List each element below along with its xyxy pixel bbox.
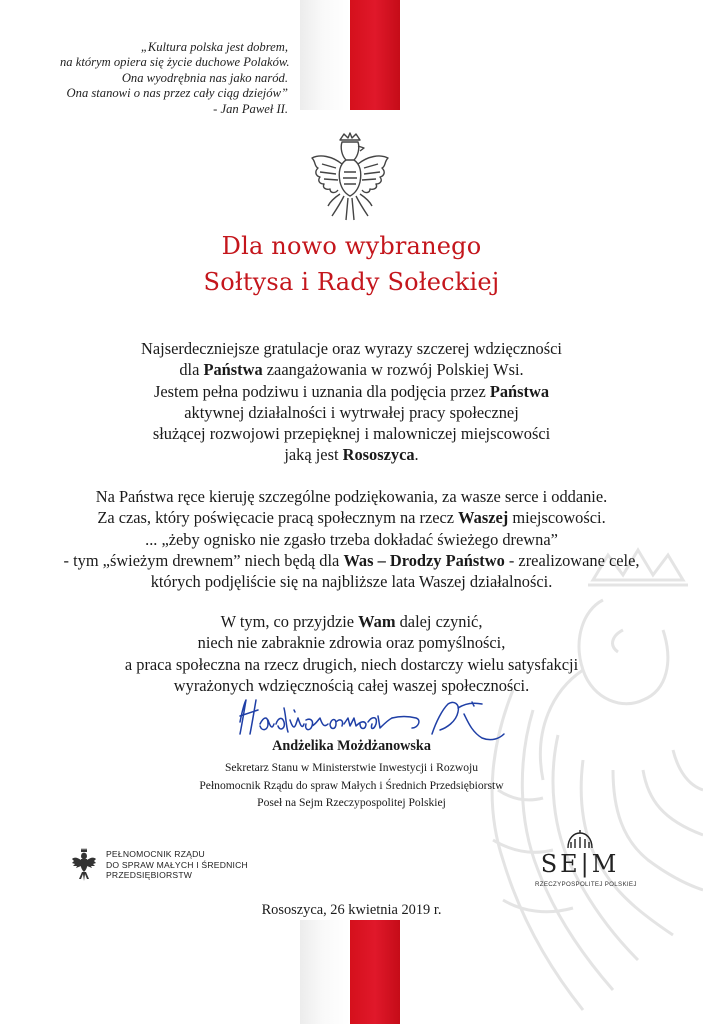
polish-eagle-emblem-icon: [310, 132, 390, 224]
paragraph-line: jaką jest Rososzyca.: [284, 445, 419, 465]
paragraph-wishes: [0, 611, 703, 696]
logo-text-line: PRZEDSIĘBIORSTW: [106, 870, 193, 881]
place-and-date: Rososzyca, 26 kwietnia 2019 r.: [261, 902, 442, 918]
sejm-logo: [535, 828, 637, 892]
flag-bottom: [300, 920, 400, 1024]
sejm-subtitle: RZECZYPOSPOLITEJ POLSKIEJ: [535, 881, 637, 888]
quote-line: na którym opiera się życie duchowe Polaków.: [60, 55, 290, 70]
title-line-1: Dla nowo wybranego: [221, 232, 482, 260]
paragraph-line: W tym, co przyjdzie Wam dalej czynić,: [220, 612, 483, 631]
logo-text-line: DO SPRAW MAŁYCH I ŚREDNICH: [106, 859, 248, 870]
emphasis-text: Waszej: [458, 508, 509, 528]
paragraph-line: ... „żeby ognisko nie zgasło trzeba dokładać świeżego drewna”: [145, 529, 558, 549]
emphasis-text: Państwa: [203, 360, 263, 380]
emphasis-text: Was – Drodzy Państwo: [343, 550, 505, 570]
paragraph-line: Najserdeczniejsze gratulacje oraz wyrazy szczerej wdzięczności: [141, 339, 562, 358]
signer-roles: [0, 759, 703, 812]
emphasis-text: Państwa: [489, 381, 550, 401]
emphasis-text: Wam: [358, 612, 396, 631]
paragraph-line: a praca społeczna na rzecz drugich, niech dostarczy wielu satysfakcji: [124, 654, 579, 674]
paragraph-line: aktywnej działalności i wytrwałej pracy społecznej: [184, 402, 519, 422]
sejm-wordmark: SE|M: [540, 850, 620, 878]
signer-role-line: Sekretarz Stanu w Ministerstwie Inwestycji i Rozwoju: [224, 761, 479, 774]
quote-author: - Jan Paweł II.: [213, 101, 288, 116]
emphasis-text: Rososzyca: [342, 445, 415, 465]
paragraph-line: służącej rozwojowi przepięknej i malowniczej miejscowości: [152, 424, 551, 444]
logo-text-line: PEŁNOMOCNIK RZĄDU: [106, 849, 205, 860]
paragraph-line: - tym „świeżym drewnem” niech będą dla Was – Drodzy Państwo - zrealizowane cele,: [63, 550, 640, 570]
signer-role-line: Pełnomocnik Rządu do spraw Małych i Średnich Przedsiębiorstw: [199, 778, 504, 792]
paragraph-congratulations: [0, 338, 703, 466]
paragraph-thanks: [0, 486, 703, 592]
plenipotentiary-logo: [72, 848, 248, 882]
title-line-2: Sołtysa i Rady Sołeckiej: [203, 268, 500, 296]
quote-line: Ona stanowi o nas przez cały ciąg dziejów”: [66, 86, 288, 101]
paragraph-line: Za czas, który poświęcacie pracą społecznym na rzecz Waszej miejscowości.: [97, 508, 606, 528]
quote-line: Ona wyodrębnia nas jako naród.: [121, 70, 288, 85]
paragraph-line: niech nie zabraknie zdrowia oraz pomyślności,: [197, 633, 506, 653]
paragraph-line: Jestem pełna podziwu i uznania dla podjęcia przez Państwa: [153, 381, 550, 401]
polish-eagle-icon: [72, 848, 96, 882]
sejm-dome-icon: [565, 830, 595, 850]
flag-top: [300, 0, 400, 110]
paragraph-line: wyrażonych wdzięcznością całej waszej społeczności.: [173, 675, 530, 695]
paragraph-line: dla Państwa zaangażowania w rozwój Polskiej Wsi.: [179, 360, 524, 380]
signer-role-line: Poseł na Sejm Rzeczypospolitej Polskiej: [257, 796, 446, 810]
signer-name: Andżelika Możdżanowska: [272, 738, 431, 754]
paragraph-line: których podjęliście się na najbliższe lata Waszej działalności.: [150, 572, 553, 592]
quote-line: „Kultura polska jest dobrem,: [140, 40, 288, 54]
paragraph-line: Na Państwa ręce kieruję szczególne podziękowania, za wasze serce i oddanie.: [95, 487, 608, 506]
john-paul-quote: [60, 40, 288, 117]
